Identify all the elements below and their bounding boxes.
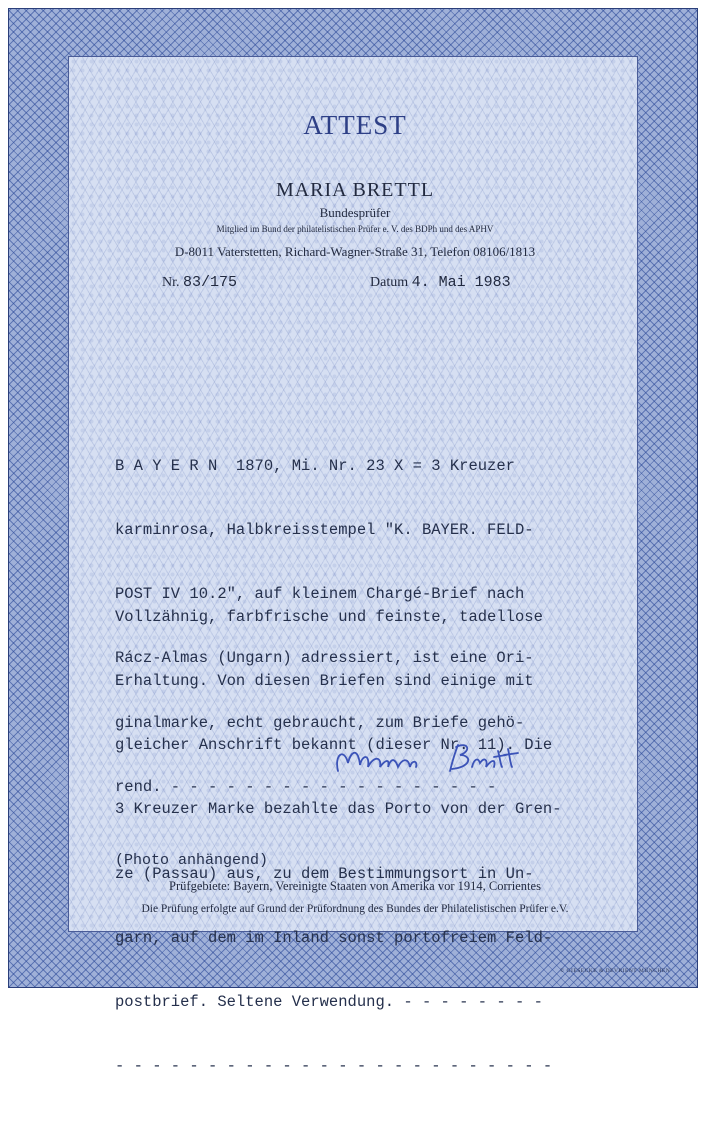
text-line: garn, auf dem im Inland sonst portofreiem Feld- — [115, 928, 553, 947]
text-line: B A Y E R N 1870, Mi. Nr. 23 X = 3 Kreuzer — [115, 456, 515, 475]
printer-imprint: © GIESECKE & DEVRIENT MÜNCHEN — [560, 968, 671, 974]
nr-value: 83/175 — [183, 274, 238, 291]
text-line: rend. - - - - - - - - - - - - - - - - - - — [115, 777, 497, 796]
condition-paragraph — [115, 564, 635, 1121]
regulation-footer: Die Prüfung erfolgte auf Grund der Prüfordnung des Bundes der Philatelistischen Prüfer e.V. — [141, 903, 569, 915]
address-line: D-8011 Vaterstetten, Richard-Wagner-Straße 31, Telefon 08106/1813 — [174, 244, 536, 259]
text-line: gleicher Anschrift bekannt (dieser Nr. 11). Die — [115, 736, 553, 755]
handwritten-signature — [326, 733, 556, 783]
examiner-name: MARIA BRETTL — [275, 179, 435, 201]
membership-line: Mitglied im Bund der philatelistischen Prüfer e. V. des BDPh und des APHV — [216, 224, 494, 234]
certificate-number — [162, 274, 237, 291]
datum-label: Datum — [370, 275, 409, 290]
nr-label: Nr. — [162, 275, 180, 290]
text-line: Erhaltung. Von diesen Briefen sind einige mit — [115, 672, 534, 691]
text-line: karminrosa, Halbkreisstempel "K. BAYER. FELD- — [115, 521, 534, 540]
text-line: 3 Kreuzer Marke bezahlte das Porto von der Gren- — [115, 800, 562, 819]
text-line: ginalmarke, echt gebraucht, zum Briefe gehö- — [115, 713, 525, 732]
text-line: Rácz-Almas (Ungarn) adressiert, ist eine Ori- — [115, 649, 534, 668]
examination-areas: Prüfgebiete: Bayern, Vereinigte Staaten von Amerika vor 1914, Corrientes — [169, 879, 541, 893]
examiner-role: Bundesprüfer — [319, 205, 391, 220]
datum-value: 4. Mai 1983 — [411, 274, 511, 291]
photo-note: (Photo anhängend) — [115, 852, 269, 869]
text-line: Vollzähnig, farbfrische und feinste, tadellose — [115, 607, 543, 626]
text-line: POST IV 10.2", auf kleinem Chargé-Brief nach — [115, 585, 525, 604]
certificate-date — [370, 274, 511, 291]
certificate-title: ATTEST — [303, 110, 407, 140]
text-line: postbrief. Seltene Verwendung. - - - - - - - - — [115, 993, 543, 1012]
text-line: ze (Passau) aus, zu dem Bestimmungsort in Un- — [115, 864, 534, 883]
text-line: - - - - - - - - - - - - - - - - - - - - - - - - — [115, 1057, 553, 1076]
